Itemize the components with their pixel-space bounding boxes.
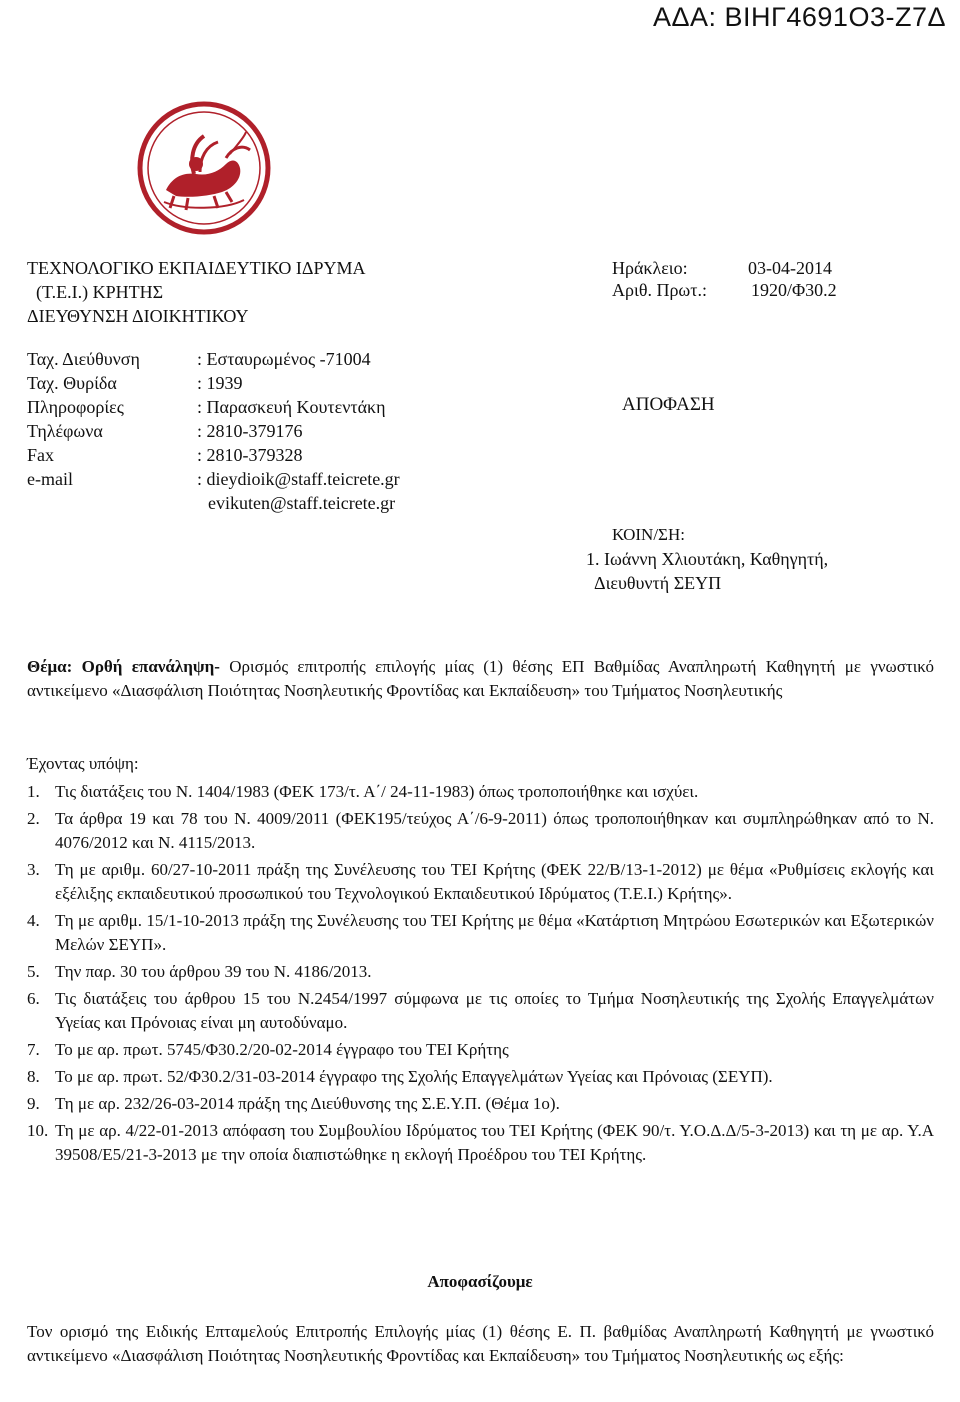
contact-value: : 1939 <box>197 373 243 393</box>
subject-text: Ορισμός επιτροπής επιλογής μίας (1) θέσης ΕΠ Βαθμίδας Αναπληρωτή Καθηγητή με γνωστικό αντικείμενο «Διασφάλιση Ποιότητας Νοσηλευτικής Φροντίδας και Εκπαίδευση» του Τμήματος Νοσηλευτικής <box>27 657 934 700</box>
list-item-text: Τις διατάξεις του άρθρου 15 του Ν.2454/1997 σύμφωνα με τις οποίες το Τμήμα Νοσηλευτικής της Σχολής Επαγγελμάτων Υγείας και Πρόνοιας είναι μη αυτοδύναμο. <box>55 989 934 1032</box>
list-item <box>27 909 934 957</box>
decision-title: ΑΠΟΦΑΣΗ <box>622 394 715 415</box>
protocol-number: 1920/Φ30.2 <box>751 280 837 300</box>
contact-label: Ταχ. Διεύθυνση <box>27 349 140 369</box>
list-item-text: Τη με αριθμ. 15/1-10-2013 πράξη της Συνέλευσης του ΤΕΙ Κρήτης με θέμα «Κατάρτιση Μητρώου Εσωτερικών και Εξωτερικών Μελών ΣΕΥΠ». <box>55 911 934 954</box>
contact-label: Τηλέφωνα <box>27 421 103 441</box>
list-item-number: 1. <box>27 782 40 801</box>
list-item <box>27 987 934 1035</box>
list-item-number: 3. <box>27 860 40 879</box>
list-item-text: Τη με αριθμ. 60/27-10-2011 πράξη της Συνέλευσης του ΤΕΙ Κρήτης (ΦΕΚ 22/Β/13-1-2012) με θέμα «Ρυθμίσεις εκλογής και εξέλιξης εκπαιδευτικού προσωπικού του Τεχνολογικού Εκπαιδευτικού Ιδρύματος (Τ.Ε.Ι.) Κρήτης». <box>55 860 934 903</box>
distribution-item: 1. Ιωάννη Χλιουτάκη, Καθηγητή, <box>586 549 829 569</box>
list-item <box>27 1038 934 1062</box>
list-item-number: 8. <box>27 1067 40 1086</box>
considerations-list <box>27 780 934 1170</box>
ada-code: ΑΔΑ: ΒΙΗΓ4691Ο3-Ζ7Δ <box>652 2 946 32</box>
considering-heading: Έχοντας υπόψη: <box>27 754 139 773</box>
contact-label: Πληροφορίες <box>27 397 124 417</box>
list-item-text: Την παρ. 30 του άρθρου 39 του Ν. 4186/2013. <box>55 962 372 981</box>
distribution-label: ΚΟΙΝ/ΣΗ: <box>612 525 685 544</box>
place-label: Ηράκλειο: <box>612 258 688 278</box>
list-item <box>27 1092 934 1116</box>
list-item-text: Τα άρθρα 19 και 78 του Ν. 4009/2011 (ΦΕΚ195/τεύχος Α΄/6-9-2011) όπως τροποποιήθηκαν και συμπληρώθηκαν από το Ν. 4076/2012 και Ν. 4115/2013. <box>55 809 934 852</box>
list-item <box>27 807 934 855</box>
document-date: 03-04-2014 <box>748 258 832 278</box>
email-link[interactable]: evikuten@staff.teicrete.gr <box>208 493 396 513</box>
list-item-number: 2. <box>27 809 40 828</box>
protocol-label: Αριθ. Πρωτ.: <box>612 280 708 300</box>
list-item <box>27 1065 934 1089</box>
list-item <box>27 1119 934 1167</box>
list-item-number: 7. <box>27 1040 40 1059</box>
decision-paragraph: Τον ορισμό της Ειδικής Επταμελούς Επιτροπής Επιλογής μίας (1) θέσης Ε. Π. βαθμίδας Αναπληρωτή Καθηγητή με γνωστικό αντικείμενο «Διασφάλιση Ποιότητας Νοσηλευτικής Φροντίδας και Εκπαίδευση» του Τμήματος Νοσηλευτικής ως εξής: <box>27 1322 934 1365</box>
contact-value: : Παρασκευή Κουτεντάκη <box>197 397 386 417</box>
institution-name: ΤΕΧΝΟΛΟΓΙΚΟ ΕΚΠΑΙΔΕΥΤΙΚΟ ΙΔΡΥΜΑ <box>27 258 366 278</box>
contact-label: Fax <box>27 445 54 465</box>
institution-department: ΔΙΕΥΘΥΝΣΗ ΔΙΟΙΚΗΤΙΚΟΥ <box>27 306 249 326</box>
list-item-number: 9. <box>27 1094 40 1113</box>
decision-heading: Αποφασίζουμε <box>427 1272 533 1291</box>
contact-label: Ταχ. Θυρίδα <box>27 373 117 393</box>
list-item <box>27 960 934 984</box>
list-item-text: Το με αρ. πρωτ. 5745/Φ30.2/20-02-2014 έγγραφο του ΤΕΙ Κρήτης <box>55 1040 509 1059</box>
contact-label: e-mail <box>27 469 73 489</box>
institution-subname: (Τ.Ε.Ι.) ΚΡΗΤΗΣ <box>36 282 164 302</box>
list-item <box>27 780 934 804</box>
subject-label: Θέμα: Ορθή επανάληψη- <box>27 657 220 676</box>
list-item-number: 6. <box>27 989 40 1008</box>
contact-value: : 2810-379176 <box>197 421 303 441</box>
list-item-number: 4. <box>27 911 40 930</box>
list-item-text: Τη με αρ. 4/22-01-2013 απόφαση του Συμβουλίου Ιδρύματος του ΤΕΙ Κρήτης (ΦΕΚ 90/τ. Υ.Ο.Δ.Δ/5-3-2013) και τη με αρ. Υ.Α 39508/Ε5/21-3-2013 με την οποία διαπιστώθηκε η εκλογή Προέδρου του ΤΕΙ Κρήτης. <box>55 1121 934 1164</box>
email-link[interactable]: : dieydioik@staff.teicrete.gr <box>197 469 400 489</box>
contact-value: : 2810-379328 <box>197 445 303 465</box>
distribution-item-continued: Διευθυντή ΣΕΥΠ <box>594 573 722 593</box>
list-item-text: Τις διατάξεις του Ν. 1404/1983 (ΦΕΚ 173/τ. Α΄/ 24-11-1983) όπως τροποποιήθηκε και ισχύει. <box>55 782 699 801</box>
list-item-number: 5. <box>27 962 40 981</box>
contact-value: : Εσταυρωμένος -71004 <box>197 349 371 369</box>
subject-paragraph <box>27 655 934 703</box>
list-item-text: Το με αρ. πρωτ. 52/Φ30.2/31-03-2014 έγγραφο της Σχολής Επαγγελμάτων Υγείας και Πρόνοιας (ΣΕΥΠ). <box>55 1067 773 1086</box>
tei-crete-logo-icon <box>134 98 274 238</box>
list-item-text: Τη με αρ. 232/26-03-2014 πράξη της Διεύθυνσης της Σ.Ε.Υ.Π. (Θέμα 1ο). <box>55 1094 560 1113</box>
list-item <box>27 858 934 906</box>
list-item-number: 10. <box>27 1121 49 1140</box>
